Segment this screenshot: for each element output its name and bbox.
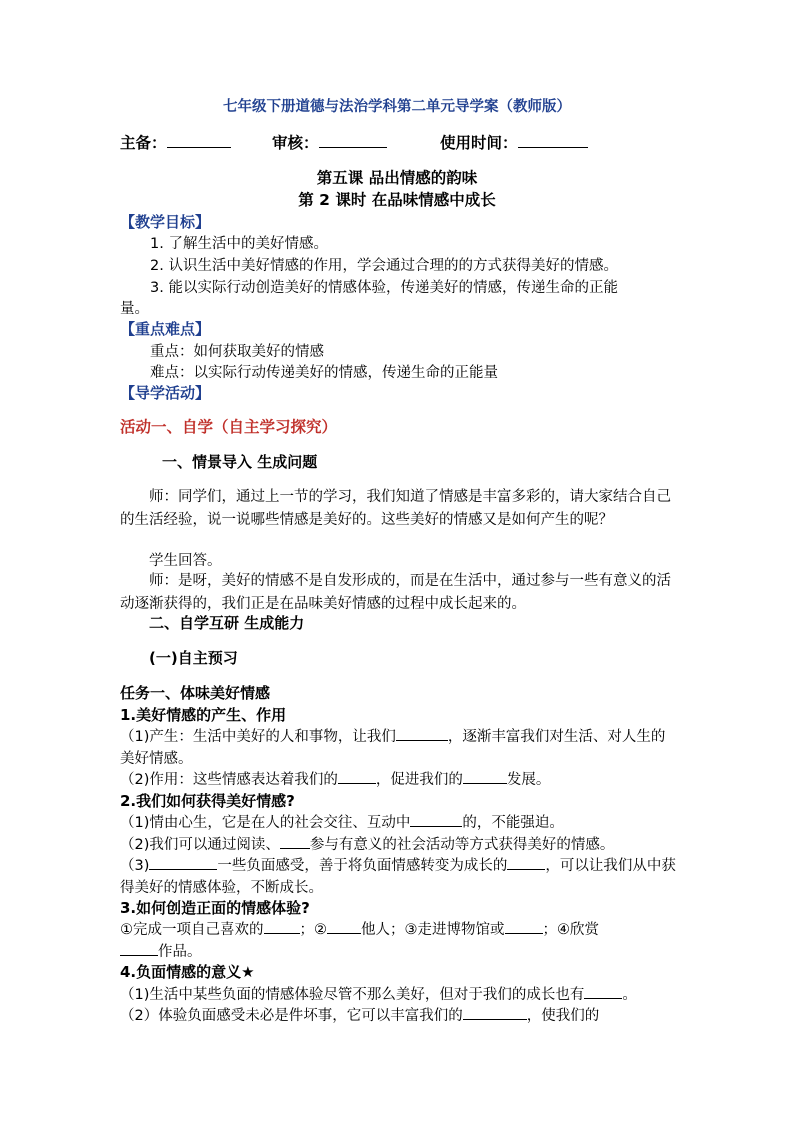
guide-heading: 【导学活动】 — [120, 384, 211, 402]
key-point: 重点：如何获取美好的情感 — [150, 344, 324, 360]
objective-item: 1. 了解生活中的美好情感。 — [150, 236, 328, 252]
subpart-heading: (一)自主预习 — [149, 649, 238, 667]
question-heading: 3.如何创造正面的情感体验? — [120, 899, 310, 917]
teacher-paragraph: 师：是呀，美好的情感不是自发形成的，而是在生活中，通过参与一些有意义的活动逐渐获得的，我们正是在品味美好情感的过程中成长起来的。 — [120, 573, 671, 612]
chief-preparer-label: 主备： — [120, 134, 167, 152]
question-text: 发展。 — [506, 772, 551, 788]
question-text: ①完成一项自己喜欢的 — [120, 922, 264, 938]
part-heading: 二、自学互研 生成能力 — [149, 614, 305, 632]
fill-blank-line — [120, 812, 678, 834]
question-text: （1)情由心生，它是在人的社会交往、互动中 — [120, 815, 411, 831]
activity-title: 活动一、自学（自主学习探究） — [120, 418, 338, 436]
question-text: ，使我们的 — [526, 1008, 600, 1024]
answer-blank — [149, 855, 217, 870]
difficult-point: 难点：以实际行动传递美好的情感，传递生命的正能量 — [150, 365, 498, 381]
fill-blank-line — [120, 769, 678, 791]
answer-blank — [338, 769, 376, 784]
lesson-title: 第五课 品出情感的韵味 — [316, 169, 478, 187]
question-heading: 1.美好情感的产生、作用 — [120, 706, 287, 724]
keypoints-heading: 【重点难点】 — [120, 320, 211, 338]
answer-blank — [264, 919, 300, 934]
fill-blank-line — [120, 941, 678, 963]
lesson-period: 第 2 课时 在品味情感中成长 — [298, 191, 496, 209]
fill-blank-line — [120, 855, 678, 899]
fill-blank-line — [120, 919, 678, 941]
question-text: ；④欣赏 — [542, 922, 599, 938]
question-text: （2）体验负面感受未必是件坏事，它可以丰富我们的 — [120, 1008, 463, 1024]
usage-time-label: 使用时间： — [440, 134, 518, 152]
answer-blank — [120, 941, 158, 956]
reviewer-label: 审核： — [272, 134, 319, 152]
answer-blank — [463, 769, 507, 784]
answer-blank — [584, 984, 622, 999]
question-text: 作品。 — [158, 944, 202, 960]
chief-preparer-field — [120, 133, 231, 153]
question-text: （1)生活中某些负面的情感体验尽管不那么美好，但对于我们的成长也有 — [120, 987, 585, 1003]
answer-blank — [507, 855, 545, 870]
fill-blank-line — [120, 834, 678, 856]
answer-blank — [396, 726, 448, 741]
question-heading: 2.我们如何获得美好情感? — [120, 792, 295, 810]
answer-blank — [280, 834, 310, 849]
question-text: 参与有意义的社会活动等方式获得美好的情感。 — [309, 837, 615, 853]
question-text: 他人；③走进博物馆或 — [361, 922, 505, 938]
question-text: 的，不能强迫。 — [462, 815, 564, 831]
chief-preparer-blank — [167, 133, 231, 148]
objective-item: 2. 认识生活中美好情感的作用，学会通过合理的的方式获得美好的情感。 — [150, 258, 618, 274]
answer-blank — [505, 919, 543, 934]
reviewer-blank — [319, 133, 387, 148]
objectives-heading: 【教学目标】 — [120, 213, 211, 231]
usage-time-field — [440, 133, 588, 153]
reviewer-field — [272, 133, 387, 153]
document-title: 七年级下册道德与法治学科第二单元导学案（教师版） — [223, 99, 571, 115]
question-text: （3) — [120, 858, 150, 874]
objective-item: 3. 能以实际行动创造美好的情感体验，传递美好的情感，传递生命的正能 — [150, 280, 618, 296]
question-text: ，可以让我们从中获得美好的情感体验，不断成长。 — [120, 858, 676, 896]
answer-blank — [463, 1005, 527, 1020]
student-answer: 学生回答。 — [149, 553, 222, 569]
answer-blank — [410, 812, 462, 827]
part-heading: 一、情景导入 生成问题 — [162, 453, 318, 471]
question-text: ；② — [299, 922, 327, 938]
fill-blank-line — [120, 726, 678, 770]
question-text: ，促进我们的 — [375, 772, 463, 788]
objective-item: 量。 — [120, 301, 149, 317]
question-text: （1)产生：生活中美好的人和事物，让我们 — [120, 729, 396, 745]
question-text: ，逐渐丰富我们对生活、对人生的美好情感。 — [120, 729, 666, 767]
question-heading: 4.负面情感的意义★ — [120, 963, 255, 981]
fill-blank-line — [120, 1005, 678, 1027]
question-text: 。 — [622, 987, 637, 1003]
usage-time-blank — [518, 133, 588, 148]
question-text: （2)我们可以通过阅读、 — [120, 837, 280, 853]
fill-blank-line — [120, 984, 678, 1006]
question-text: 一些负面感受，善于将负面情感转变为成长的 — [217, 858, 508, 874]
question-text: （2)作用：这些情感表达着我们的 — [120, 772, 338, 788]
task-title: 任务一、体味美好情感 — [120, 684, 271, 702]
answer-blank — [327, 919, 361, 934]
teacher-paragraph: 师：同学们，通过上一节的学习，我们知道了情感是丰富多彩的，请大家结合自己的生活经验，说一说哪些情感是美好的。这些美好的情感又是如何产生的呢？ — [120, 489, 671, 528]
